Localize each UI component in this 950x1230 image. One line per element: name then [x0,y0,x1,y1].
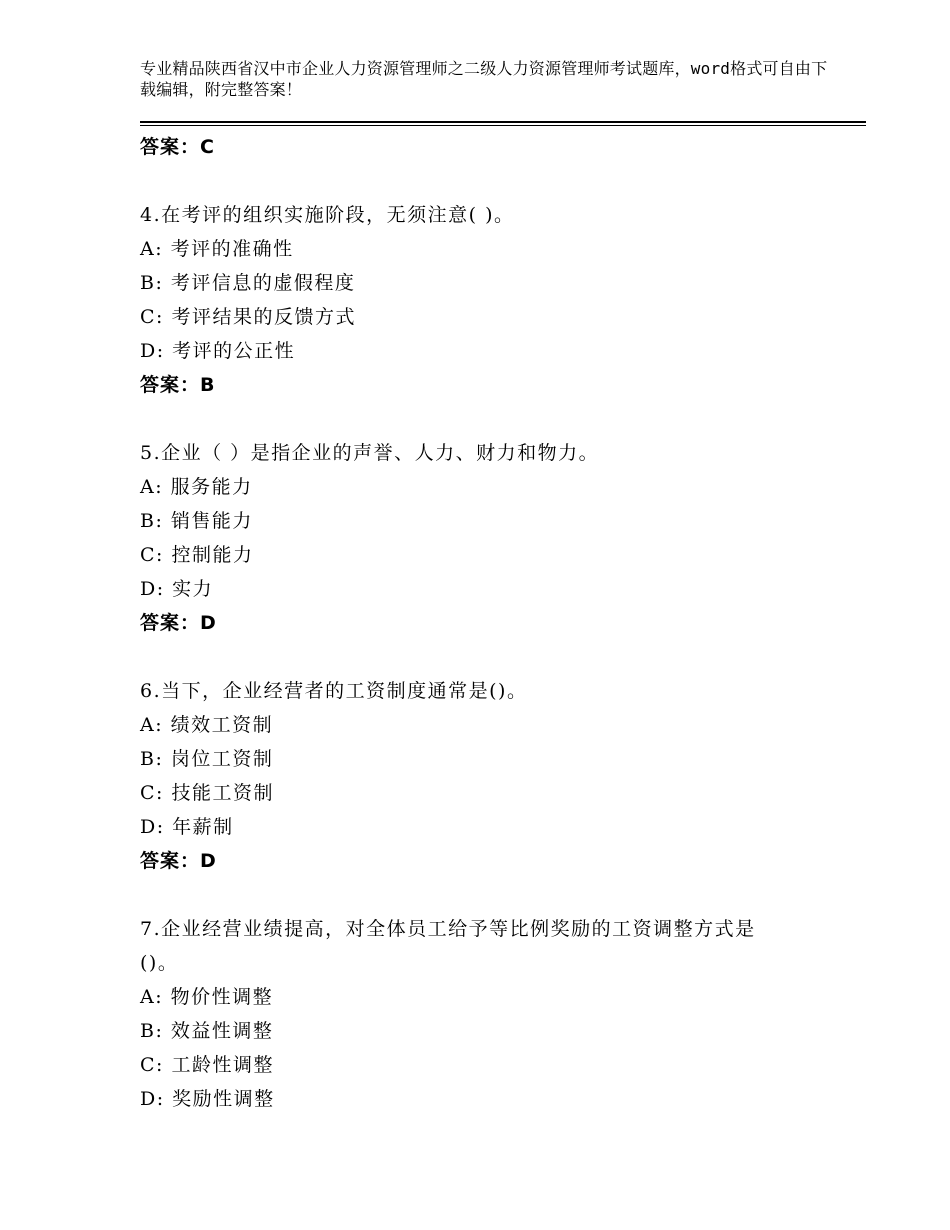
question-4 [140,198,840,402]
option-a: A: 考评的准确性 [140,238,294,260]
option-a: A: 服务能力 [140,476,253,498]
option-c: C: 工龄性调整 [140,1054,274,1076]
option-b: B: 考评信息的虚假程度 [140,272,356,294]
spacer [140,640,840,674]
option-c: C: 技能工资制 [140,782,274,804]
document-header: 专业精品陕西省汉中市企业人力资源管理师之二级人力资源管理师考试题库，word格式可自由下载编辑，附完整答案！ [140,59,828,99]
question-5 [140,436,840,640]
question-stem: 5.企业（ ）是指企业的声誉、人力、财力和物力。 [140,442,600,464]
option-c: C: 控制能力 [140,544,254,566]
spacer [140,164,840,198]
option-b: B: 销售能力 [140,510,253,532]
question-stem: 6.当下，企业经营者的工资制度通常是()。 [140,680,528,702]
spacer [140,878,840,912]
option-b: B: 效益性调整 [140,1020,274,1042]
answer-label: 答案：D [140,612,217,634]
question-stem-line-1: 7.企业经营业绩提高，对全体员工给予等比例奖励的工资调整方式是 [140,918,756,940]
option-c: C: 考评结果的反馈方式 [140,306,356,328]
option-a: A: 物价性调整 [140,986,274,1008]
question-6 [140,674,840,878]
option-d: D: 年薪制 [140,816,234,838]
option-d: D: 考评的公正性 [140,340,296,362]
option-b: B: 岗位工资制 [140,748,274,770]
header-rule-thin [140,125,866,126]
answer-label: 答案：C [140,136,215,158]
answer-label: 答案：D [140,850,217,872]
question-stem-line-2: ()。 [140,952,179,974]
question-7 [140,912,840,1116]
question-list [140,130,840,1116]
option-a: A: 绩效工资制 [140,714,274,736]
header-rule-thick [140,121,866,123]
option-d: D: 奖励性调整 [140,1088,275,1110]
option-d: D: 实力 [140,578,214,600]
answer-label: 答案：B [140,374,216,396]
question-stem: 4.在考评的组织实施阶段，无须注意( )。 [140,204,515,226]
spacer [140,402,840,436]
